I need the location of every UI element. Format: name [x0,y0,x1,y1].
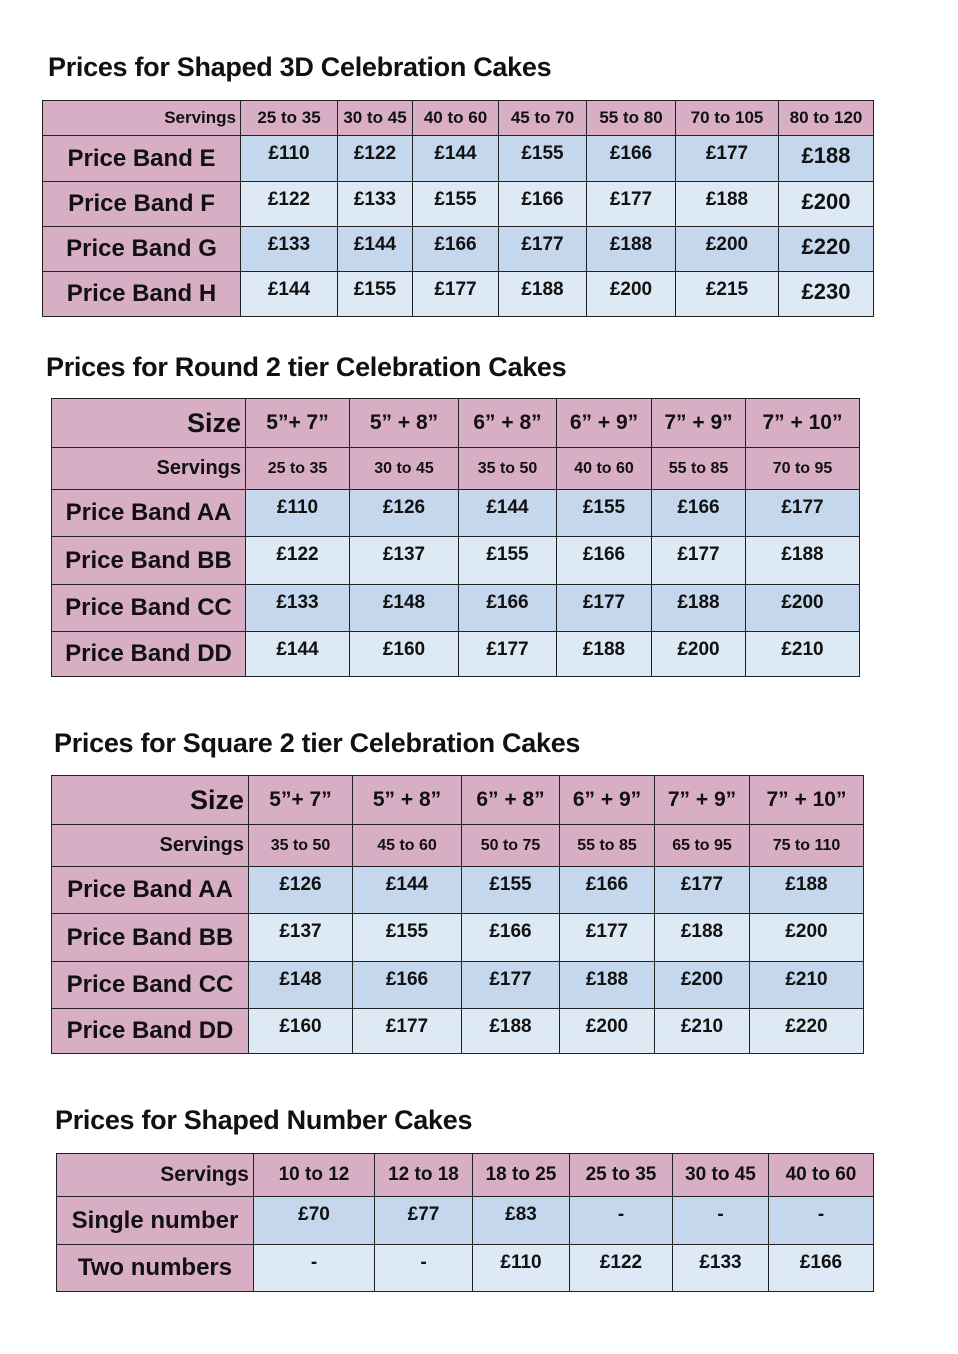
price-cell: £177 [676,136,779,182]
size-row [52,776,864,825]
servings-label: Servings [57,1154,254,1197]
price-cell: £144 [459,490,557,537]
price-cell: £148 [249,962,353,1009]
servings-row [52,448,860,490]
price-row [52,632,860,677]
price-cell: £126 [249,867,353,914]
size-cell: 6” + 9” [560,776,655,825]
price-cell: £133 [338,182,413,227]
price-row [52,585,860,632]
price-band-label: Price Band AA [52,490,246,537]
servings-cell: 50 to 75 [462,825,560,867]
price-cell: - [673,1197,769,1245]
price-band-label: Price Band CC [52,962,249,1009]
price-cell: £110 [241,136,338,182]
price-cell: £188 [462,1009,560,1054]
price-cell: £166 [557,537,652,585]
servings-row [43,101,874,136]
price-cell: £188 [557,632,652,677]
size-cell: 6” + 8” [459,399,557,448]
price-cell: £144 [353,867,462,914]
price-cell: £166 [587,136,676,182]
servings-row [57,1154,874,1197]
servings-cell: 30 to 45 [673,1154,769,1197]
price-cell: £188 [676,182,779,227]
size-cell: 5”+ 7” [246,399,350,448]
price-cell: £177 [557,585,652,632]
price-cell: £220 [750,1009,864,1054]
servings-cell: 55 to 80 [587,101,676,136]
price-row [43,272,874,317]
price-table-square-2-tier [51,775,864,1054]
price-cell: £166 [652,490,746,537]
price-cell: £160 [350,632,459,677]
price-band-label: Price Band BB [52,914,249,962]
price-cell: £133 [673,1245,769,1292]
price-cell: £200 [560,1009,655,1054]
price-cell: £166 [560,867,655,914]
price-cell: £215 [676,272,779,317]
price-cell: £144 [413,136,499,182]
price-row [43,227,874,272]
price-cell: £122 [246,537,350,585]
price-cell: £70 [254,1197,375,1245]
servings-cell: 55 to 85 [652,448,746,490]
servings-cell: 40 to 60 [557,448,652,490]
price-cell: £177 [459,632,557,677]
price-cell: £155 [499,136,587,182]
price-band-label: Price Band F [43,182,241,227]
price-cell: £137 [249,914,353,962]
price-cell: £210 [750,962,864,1009]
servings-row [52,825,864,867]
servings-cell: 65 to 95 [655,825,750,867]
servings-cell: 30 to 45 [338,101,413,136]
size-cell: 5” + 8” [350,399,459,448]
price-cell: £188 [779,136,874,182]
price-band-label: Two numbers [57,1245,254,1292]
servings-cell: 35 to 50 [459,448,557,490]
size-cell: 7” + 9” [652,399,746,448]
price-cell: £200 [746,585,860,632]
price-cell: £122 [570,1245,673,1292]
size-row [52,399,860,448]
price-cell: £177 [587,182,676,227]
price-cell: £126 [350,490,459,537]
price-cell: £155 [462,867,560,914]
price-cell: £77 [375,1197,473,1245]
price-cell: £155 [459,537,557,585]
price-cell: £155 [353,914,462,962]
servings-cell: 40 to 60 [413,101,499,136]
price-cell: £137 [350,537,459,585]
price-cell: £200 [655,962,750,1009]
price-cell: £166 [769,1245,874,1292]
price-row [52,1009,864,1054]
price-cell: £155 [338,272,413,317]
price-table-shaped-number [56,1153,874,1292]
servings-cell: 45 to 60 [353,825,462,867]
price-cell: £122 [338,136,413,182]
size-label: Size [52,776,249,825]
price-cell: £188 [750,867,864,914]
servings-cell: 45 to 70 [499,101,587,136]
price-band-label: Price Band CC [52,585,246,632]
size-cell: 6” + 9” [557,399,652,448]
price-cell: £177 [462,962,560,1009]
price-cell: £188 [652,585,746,632]
price-cell: £160 [249,1009,353,1054]
servings-cell: 55 to 85 [560,825,655,867]
price-cell: £200 [779,182,874,227]
price-cell: £188 [746,537,860,585]
price-cell: - [254,1245,375,1292]
price-cell: £110 [473,1245,570,1292]
section-title-shaped-3d: Prices for Shaped 3D Celebration Cakes [48,52,552,82]
size-cell: 7” + 10” [750,776,864,825]
price-row [57,1245,874,1292]
price-band-label: Price Band BB [52,537,246,585]
size-cell: 7” + 9” [655,776,750,825]
price-band-label: Price Band G [43,227,241,272]
price-row [52,490,860,537]
servings-label: Servings [52,825,249,867]
price-row [52,537,860,585]
price-cell: £166 [459,585,557,632]
price-cell: £177 [652,537,746,585]
servings-cell: 30 to 45 [350,448,459,490]
section-title-square-2-tier: Prices for Square 2 tier Celebration Cakes [54,728,581,758]
price-cell: £200 [676,227,779,272]
servings-cell: 40 to 60 [769,1154,874,1197]
price-cell: £177 [746,490,860,537]
price-row [52,914,864,962]
price-cell: £166 [413,227,499,272]
price-cell: £177 [499,227,587,272]
servings-cell: 18 to 25 [473,1154,570,1197]
servings-cell: 12 to 18 [375,1154,473,1197]
price-cell: £210 [746,632,860,677]
price-cell: £188 [499,272,587,317]
price-cell: £166 [353,962,462,1009]
price-band-label: Price Band AA [52,867,249,914]
price-cell: - [375,1245,473,1292]
price-row [52,962,864,1009]
price-cell: £210 [655,1009,750,1054]
servings-cell: 35 to 50 [249,825,353,867]
price-cell: £200 [652,632,746,677]
price-cell: £188 [655,914,750,962]
price-cell: £166 [462,914,560,962]
servings-label: Servings [43,101,241,136]
size-cell: 5” + 8” [353,776,462,825]
servings-cell: 80 to 120 [779,101,874,136]
servings-cell: 70 to 95 [746,448,860,490]
price-band-label: Single number [57,1197,254,1245]
price-cell: £177 [560,914,655,962]
price-cell: £133 [241,227,338,272]
servings-cell: 25 to 35 [246,448,350,490]
price-row [52,867,864,914]
section-title-shaped-number: Prices for Shaped Number Cakes [55,1105,473,1135]
servings-cell: 70 to 105 [676,101,779,136]
price-row [57,1197,874,1245]
price-cell: £155 [413,182,499,227]
price-cell: £220 [779,227,874,272]
price-cell: £230 [779,272,874,317]
size-label: Size [52,399,246,448]
price-cell: - [570,1197,673,1245]
price-cell: £148 [350,585,459,632]
price-cell: - [769,1197,874,1245]
price-band-label: Price Band H [43,272,241,317]
size-cell: 5”+ 7” [249,776,353,825]
price-cell: £200 [750,914,864,962]
price-cell: £133 [246,585,350,632]
servings-cell: 10 to 12 [254,1154,375,1197]
price-cell: £144 [246,632,350,677]
servings-cell: 25 to 35 [241,101,338,136]
price-cell: £177 [655,867,750,914]
servings-label: Servings [52,448,246,490]
size-cell: 6” + 8” [462,776,560,825]
price-cell: £144 [338,227,413,272]
price-cell: £83 [473,1197,570,1245]
price-row [43,136,874,182]
price-cell: £166 [499,182,587,227]
price-cell: £177 [413,272,499,317]
price-table-shaped-3d [42,100,874,317]
price-cell: £188 [560,962,655,1009]
servings-cell: 75 to 110 [750,825,864,867]
price-cell: £177 [353,1009,462,1054]
price-band-label: Price Band DD [52,632,246,677]
price-band-label: Price Band DD [52,1009,249,1054]
price-row [43,182,874,227]
price-band-label: Price Band E [43,136,241,182]
servings-cell: 25 to 35 [570,1154,673,1197]
price-cell: £110 [246,490,350,537]
section-title-round-2-tier: Prices for Round 2 tier Celebration Cakes [46,352,567,382]
price-cell: £200 [587,272,676,317]
price-cell: £122 [241,182,338,227]
price-cell: £144 [241,272,338,317]
price-table-round-2-tier [51,398,860,677]
size-cell: 7” + 10” [746,399,860,448]
price-cell: £188 [587,227,676,272]
price-cell: £155 [557,490,652,537]
